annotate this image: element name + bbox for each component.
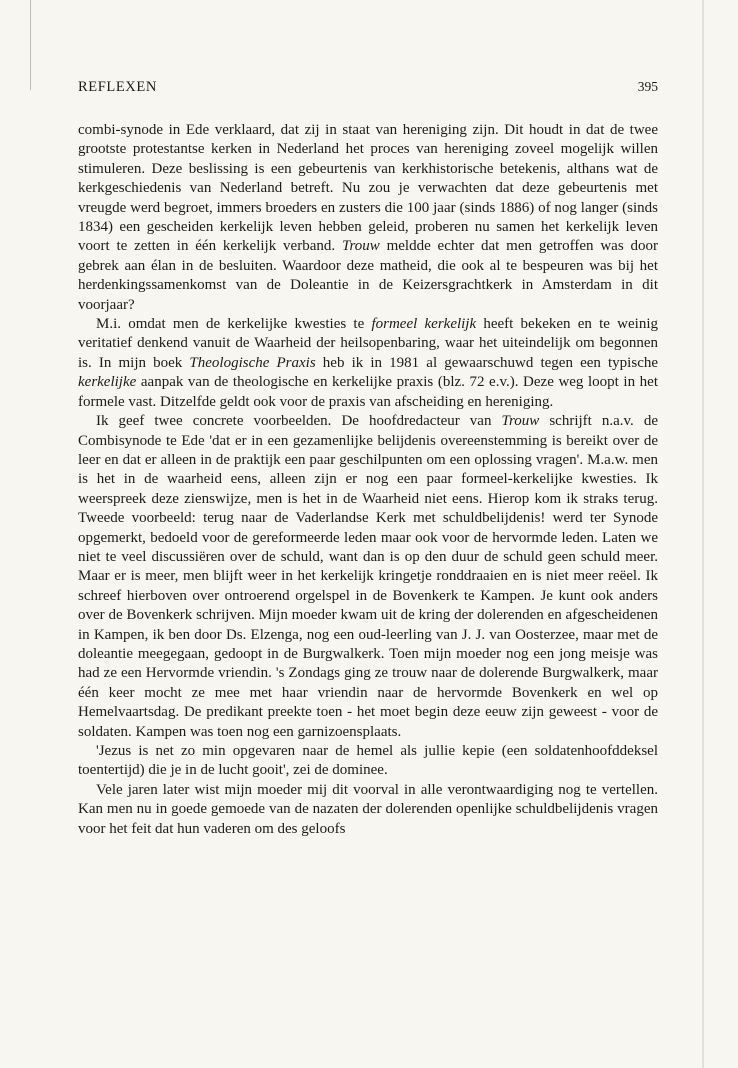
running-header [78, 79, 658, 99]
italic-text-run: formeel kerkelijk [371, 316, 477, 333]
running-title: REFLEXEN [78, 79, 157, 95]
paragraph [78, 781, 658, 839]
italic-text-run: Trouw [341, 238, 380, 255]
text-run: combi-synode in Ede verklaard, dat zij in staat van hereniging zijn. Dit houdt in dat de twee grootste protestantse kerken in Nederland het proces van hereniging zoveel mogelijk willen stimuleren. Deze beslissing is een gebeurtenis van kerkhistorische betekenis, althans wat de kerkgeschiedenis van Nederland betreft. Nu zou je verwachten dat deze gebeurtenis met vreugde werd begroet, immers broeders en zusters die 100 jaar (sinds 1886) of nog langer (sinds 1834) een gescheiden kerkelijk leven hebben geleid, proberen nu samen het kerkelijk leven voort te zetten in één kerkelijk verband. [78, 122, 658, 255]
text-run: M.i. omdat men de kerkelijke kwesties te [96, 316, 372, 333]
italic-text-run: Theologische Praxis [189, 354, 316, 371]
text-run: aanpak van de theologische en kerkelijke praxis (blz. 72 e.v.). Deze weg loopt in het formele vast. Ditzelfde geldt ook voor de praxis van afscheiding en hereniging. [78, 374, 658, 410]
page-edge-line [30, 0, 31, 90]
page-number: 395 [637, 79, 658, 94]
text-run: schrijft n.a.v. de Combisynode te Ede 'dat er in een gezamenlijke belijdenis overeenstemming is bereikt over de leer en dat er alleen in de praktijk een paar geschilpunten om een oplossing vragen'. M.a.w. men is het in de waarheid eens, alleen zijn er nog een paar formeel-kerkelijke kwesties. Ik weerspreek deze zienswijze, men is het in de Waarheid niet eens. Hierop kom ik straks terug. Tweede voorbeeld: terug naar de Vaderlandse Kerk met schuldbelijdenis! werd ter Synode opgemerkt, bedoeld voor de gereformeerde leden maar ook voor de hervormde leden. Laten we niet te veel discussiëren over de schuld, want dan is op den duur de schuld geen schuld meer. Maar er is meer, men blijft weer in het kerkelijk kringetje ronddraaien en is niet meer reëel. Ik schreef hierboven over ontroerend orgelspel in de Bovenkerk te Kampen. Je kunt ook anders over de Bovenkerk schrijven. Mijn moeder kwam uit de kring der dolerenden en afgescheidenen in Kampen, ik ben door Ds. Elzenga, nog een oud-leerling van J. J. van Oosterzee, maar met de doleantie meegegaan, gedoopt in de Burgwalkerk. Toen mijn moeder nog een jong meisje was had ze een Hervormde vriendin. 's Zondags ging ze trouw naar de dolerende Burgwalkerk, maar één keer mocht ze mee met haar vriendin naar de hervormde Bovenkerk en wel op Hemelvaartsdag. De predikant preekte toen - het moet begin deze eeuw zijn geweest - voor de soldaten. Kampen was toen nog een garnizoensplaats. [78, 413, 658, 740]
text-run: heb ik in 1981 al gewaarschuwd tegen een typische [315, 354, 659, 371]
page-edge-shadow [702, 0, 704, 1068]
text-run: meldde echter dat men getroffen was door gebrek aan élan in de besluiten. Waardoor deze matheid, die ook al te bespeuren was bij het herdenkingssamenkomst van de Doleantie in de Keizersgrachtkerk in Amsterdam in dit voorjaar? [78, 238, 658, 313]
text-run: Vele jaren later wist mijn moeder mij dit voorval in alle verontwaardiging nog te vertellen. Kan men nu in goede gemoede van de nazaten der dolerenden openlijke schuldbelijdenis vragen voor het feit dat hun vaderen om des geloofs [78, 781, 658, 837]
paragraph [78, 121, 658, 315]
body-text [78, 121, 658, 839]
italic-text-run: Trouw [501, 413, 540, 430]
paragraph [78, 315, 658, 412]
text-run: heeft bekeken en te weinig veritatief denkend vanuit de Waarheid der heilsopenbaring, waar het uiteindelijk om begonnen is. In mijn boek [78, 316, 658, 371]
text-run: Ik geef twee concrete voorbeelden. De hoofdredacteur van [96, 413, 502, 430]
italic-text-run: kerkelijke [78, 374, 137, 391]
text-run: 'Jezus is net zo min opgevaren naar de hemel als jullie kepie (een soldatenhoofddeksel toentertijd) die je in de lucht gooit', zei de dominee. [78, 743, 658, 779]
paragraph [78, 742, 658, 781]
paragraph [78, 412, 658, 742]
